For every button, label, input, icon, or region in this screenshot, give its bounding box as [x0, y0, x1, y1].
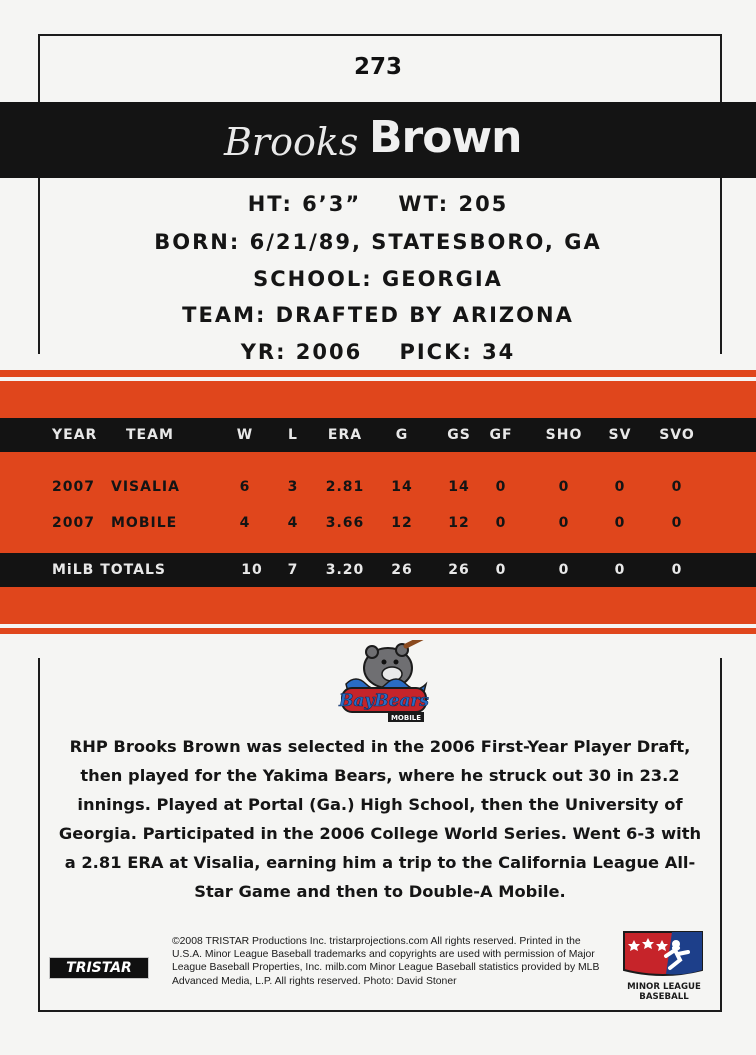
stats-total-cell: 0	[558, 562, 570, 578]
stats-total-cell: 10	[241, 562, 263, 578]
stats-header-team: TEAM	[126, 427, 174, 443]
stats-cell: MOBILE	[111, 515, 178, 531]
stats-header-l: L	[288, 427, 298, 443]
stats-total-cell: 0	[614, 562, 626, 578]
stats-cell: 0	[558, 515, 570, 531]
stats-stripe-top	[0, 377, 756, 381]
stats-header-svo: SVO	[659, 427, 695, 443]
stats-cell: 12	[391, 515, 413, 531]
stats-cell: 2.81	[325, 479, 365, 495]
legal-text: ©2008 TRISTAR Productions Inc. tristarprojections.com All rights reserved. Printed in the U.S.A. Minor League Baseball trademarks and copyrights are used with permission of Major League Baseball Properties, Inc. milb.com Minor League Baseball statistics provided by MLB Advanced Media, L.P. All rights reserved. Photo: David Stoner	[172, 936, 600, 987]
stats-header-bar	[0, 418, 756, 452]
stats-cell: 3	[287, 479, 299, 495]
bio-draft: YR: 2006 PICK: 34	[240, 340, 516, 364]
stats-cell: 0	[495, 479, 507, 495]
player-blurb: RHP Brooks Brown was selected in the 2006 First-Year Player Draft, then played for the Yakima Bears, where he struck out 30 in 23.2 innings. Played at Portal (Ga.) High School, then the University of Georgia. Participated in the 2006 College World Series. Went 6-3 with a 2.81 ERA at Visalia, earning him a trip to the California League All-Star Game and then to Double-A Mobile.	[58, 737, 702, 901]
stats-band	[0, 370, 756, 634]
milb-line2: BASEBALL	[639, 992, 689, 1002]
baybears-logo-icon	[336, 640, 432, 724]
stats-cell: VISALIA	[111, 479, 180, 495]
bio-school: SCHOOL: GEORGIA	[253, 267, 503, 291]
stats-cell: 2007	[52, 479, 95, 495]
stats-header-sho: SHO	[545, 427, 583, 443]
stats-total-cell: 26	[448, 562, 470, 578]
stats-cell: 2007	[52, 515, 95, 531]
stats-header-gs: GS	[447, 427, 471, 443]
player-last-name: Brown	[369, 112, 522, 163]
tristar-logo: TRISTAR	[49, 957, 149, 979]
stats-header-w: W	[236, 427, 254, 443]
stats-cell: 4	[287, 515, 299, 531]
stats-cell: 0	[614, 515, 626, 531]
baybears-wordmark: BayBears	[339, 691, 429, 711]
stats-cell: 14	[448, 479, 470, 495]
stats-total-cell: 26	[391, 562, 413, 578]
bio-team: TEAM: DRAFTED BY ARIZONA	[182, 303, 574, 327]
stats-cell: 0	[558, 479, 570, 495]
stats-header-gf: GF	[489, 427, 513, 443]
stats-total-cell: 7	[287, 562, 299, 578]
milb-wordmark	[612, 982, 716, 1002]
baybears-city: MOBILE	[390, 714, 422, 722]
stats-header-sv: SV	[608, 427, 632, 443]
stats-cell: 0	[495, 515, 507, 531]
bio-height-weight: HT: 6’3” WT: 205	[247, 192, 509, 216]
stats-totals-label: MiLB TOTALS	[52, 562, 166, 578]
stats-cell: 0	[671, 515, 683, 531]
bio-born: BORN: 6/21/89, STATESBORO, GA	[154, 230, 602, 254]
stats-cell: 4	[239, 515, 251, 531]
milb-line1: MINOR LEAGUE	[627, 982, 701, 992]
stats-cell: 6	[239, 479, 251, 495]
milb-logo	[622, 930, 704, 980]
stats-cell: 0	[614, 479, 626, 495]
stats-total-cell: 0	[671, 562, 683, 578]
stats-cell: 14	[391, 479, 413, 495]
stats-header-year: YEAR	[52, 427, 98, 443]
baybears-logo	[336, 640, 432, 724]
stats-cell: 0	[671, 479, 683, 495]
player-first-name: Brooks	[224, 120, 359, 164]
stats-cell: 3.66	[325, 515, 365, 531]
stats-header-g: G	[395, 427, 409, 443]
stats-header-era: ERA	[327, 427, 363, 443]
stats-stripe-bottom	[0, 624, 756, 628]
milb-logo-icon	[622, 930, 704, 980]
card-number: 273	[353, 54, 402, 80]
stats-cell: 12	[448, 515, 470, 531]
stats-total-cell: 0	[495, 562, 507, 578]
stats-total-cell: 3.20	[325, 562, 365, 578]
